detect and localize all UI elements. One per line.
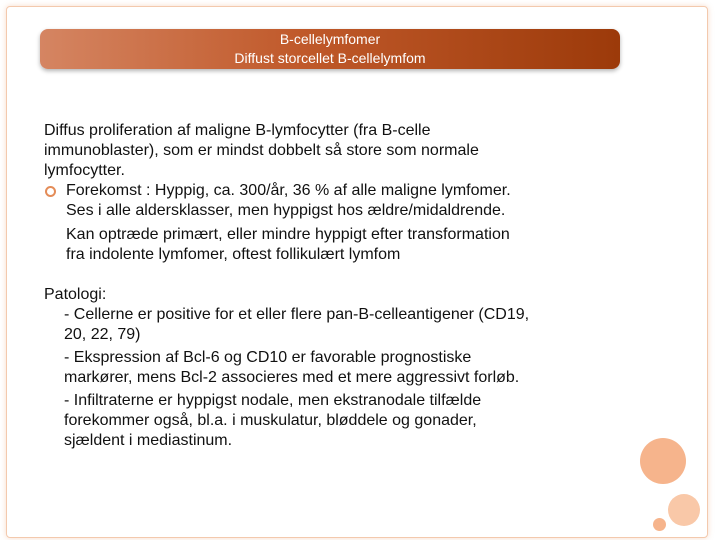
slide-content [44, 121, 684, 454]
hollow-circle-bullet-icon [45, 186, 56, 197]
patologi-item-2 [64, 348, 684, 388]
bullet-continuation [66, 225, 684, 265]
bullet-line: Forekomst : Hyppig, ca. 300/år, 36 % af alle maligne lymfomer. [66, 182, 511, 199]
patologi-heading: Patologi: [44, 286, 107, 303]
decorative-circle-small [653, 518, 666, 531]
title-bar [40, 29, 620, 69]
intro-line: lymfocytter. [44, 162, 125, 179]
patologi-item-1 [64, 305, 684, 345]
patologi-item-3 [64, 391, 684, 451]
bullet-forekomst [44, 181, 684, 221]
bullet-line: Kan optræde primært, eller mindre hyppigt efter transformation [66, 226, 510, 243]
bullet-line: Ses i alle aldersklasser, men hyppigst hos ældre/midaldrende. [66, 202, 506, 219]
patologi-line: - Cellerne er positive for et eller flere pan-B-celleantigener (CD19, [64, 306, 530, 323]
patologi-line: 20, 22, 79) [64, 326, 141, 343]
intro-line: Diffus proliferation af maligne B-lymfocytter (fra B-celle [44, 122, 431, 139]
slide-title: B-cellelymfomer [279, 31, 381, 47]
intro-paragraph [44, 121, 684, 181]
patologi-line: - Ekspression af Bcl-6 og CD10 er favorable prognostiske [64, 349, 472, 366]
decorative-circle-medium [668, 494, 700, 526]
slide-subtitle: Diffust storcellet B-cellelymfom [234, 50, 426, 66]
decorative-circle-large [640, 438, 686, 484]
patologi-line: markører, mens Bcl-2 associeres med et mere aggressivt forløb. [64, 369, 520, 386]
patologi-line: sjældent i mediastinum. [64, 432, 233, 449]
patologi-line: forekommer også, bl.a. i muskulatur, bløddele og gonader, [64, 412, 477, 429]
patologi-line: - Infiltraterne er hyppigst nodale, men ekstranodale tilfælde [64, 392, 482, 409]
spacer [44, 265, 684, 285]
intro-line: immunoblaster), som er mindst dobbelt så store som normale [44, 142, 479, 159]
bullet-line: fra indolente lymfomer, oftest follikulært lymfom [66, 246, 401, 263]
